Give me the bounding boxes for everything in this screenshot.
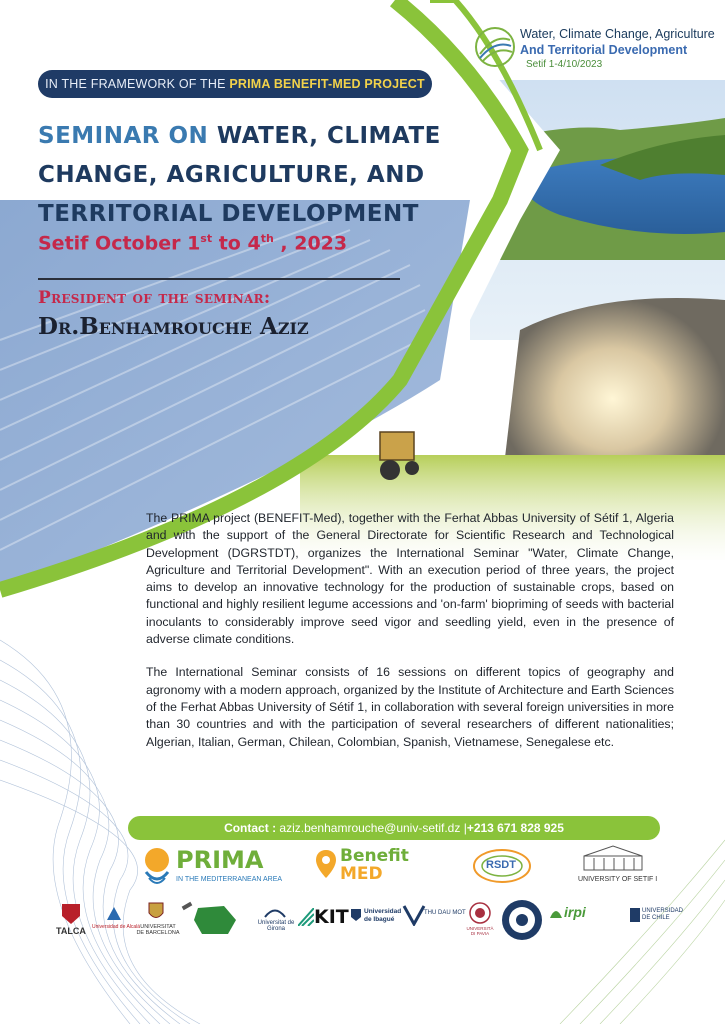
rsdt-text: RSDT xyxy=(486,859,516,871)
setif-university-logo xyxy=(574,844,658,886)
contact-bar xyxy=(128,816,660,840)
thudaumot-emblem xyxy=(402,902,426,926)
talca-logo xyxy=(52,902,92,940)
dates-to: to 4 xyxy=(212,232,261,255)
contact-email[interactable]: aziz.benhamrouche@univ-setif.dz xyxy=(279,821,461,835)
chile-text: UNIVERSIDAD DE CHILE xyxy=(642,908,684,921)
thudaumot-logo xyxy=(402,902,466,936)
seal-logo xyxy=(500,898,544,942)
framework-project: PRIMA BENEFIT-MED PROJECT xyxy=(229,77,425,91)
event-dates xyxy=(38,232,458,254)
divider xyxy=(38,278,400,280)
barcelona-text: UNIVERSITAT DE BARCELONA xyxy=(136,924,180,936)
pavia-seal xyxy=(469,902,491,924)
setif-uni-text: UNIVERSITY OF SETIF I xyxy=(578,876,658,883)
kit-text: KIT xyxy=(314,906,349,928)
girona-emblem xyxy=(264,906,286,918)
event-logo xyxy=(474,22,714,74)
barcelona-shield xyxy=(148,902,164,922)
thudaumot-text: THU DAU MOT xyxy=(424,910,466,916)
irpi-text: irpi xyxy=(564,904,586,920)
dates-sup2: th xyxy=(260,232,274,245)
event-logo-line1: Water, Climate Change, Agriculture xyxy=(520,27,715,41)
university-building-icon xyxy=(580,844,646,872)
irpi-logo xyxy=(548,904,618,934)
satellite-map-icon xyxy=(178,900,242,938)
girona-logo xyxy=(254,906,298,936)
benefit-text: Benefit xyxy=(340,846,409,866)
talca-emblem xyxy=(60,902,82,926)
kit-logo xyxy=(298,906,348,934)
algeria-map-logo xyxy=(178,900,242,938)
framework-prefix: IN THE FRAMEWORK OF THE xyxy=(45,77,226,91)
prima-text: PRIMA xyxy=(176,846,264,874)
prima-sub: IN THE MEDITERRANEAN AREA xyxy=(176,876,283,883)
location-pin-icon xyxy=(316,850,336,878)
contact-label: Contact : xyxy=(224,821,277,835)
framework-pill xyxy=(38,70,432,98)
chile-logo xyxy=(630,906,686,930)
talca-text: TALCA xyxy=(56,926,86,936)
title-main: WATER, CLIMATE CHANGE, AGRICULTURE, AND TERRITORIAL DEVELOPMENT xyxy=(38,123,441,227)
alcala-emblem xyxy=(106,906,122,922)
event-logo-icon xyxy=(474,26,516,68)
alcala-text: Universidad de Alcalá xyxy=(92,924,141,930)
page-title xyxy=(38,117,458,234)
med-text: MED xyxy=(340,864,383,884)
kit-emblem xyxy=(298,908,314,926)
dates-year: , 2023 xyxy=(273,232,348,255)
president-name: Dr.Benhamrouche Aziz xyxy=(38,313,309,340)
dates-city: Setif October 1 xyxy=(38,232,201,255)
rsdt-logo xyxy=(472,848,532,884)
benefit-med-logo xyxy=(316,846,416,886)
paragraph-2: The International Seminar consists of 16 sessions on different topics of geography and agronomy with a modern approach, organized by the Institute of Architecture and Earth Sciences of the Ferhat Abbas University of Sétif 1, in collaboration with several foreign universities in more than 30 countries and with the participation of several researchers of different nationalities; Algerian, Italian, German, Chilean, Colombian, Spanish, Vietnamese, Senegalese etc. xyxy=(146,665,674,749)
ibague-emblem xyxy=(350,908,362,922)
contact-phone[interactable]: +213 671 828 925 xyxy=(466,821,564,835)
tractor-image xyxy=(380,432,419,480)
irpi-emblem xyxy=(548,904,564,920)
pavia-text: UNIVERSITÀ DI PAVIA xyxy=(466,926,494,936)
prima-logo xyxy=(140,846,283,888)
barcelona-logo xyxy=(136,902,178,940)
girona-text: Universitat de Girona xyxy=(257,920,295,932)
president-label: President of the seminar: xyxy=(38,288,271,308)
chile-emblem xyxy=(630,908,640,922)
event-logo-line2: And Territorial Development xyxy=(520,43,688,57)
paragraph-1: The PRIMA project (BENEFIT-Med), together with the Ferhat Abbas University of Sétif 1, Algeria and with the support of the General Directorate for Scientific Research and Technological Development (DGRSTDT), organizes the International Seminar "Water, Climate Change, Agriculture and Territorial Development". With an execution period of three years, the project aims to develop an innovative technology for the production of sustainable crops, based on functional and highly resilient legume accessions and 'on-farm' biopriming of seeds with bacterial inoculants to considerably improve seed vigor and seedling yield, even in the presence of adverse climate conditions. xyxy=(146,511,674,647)
pavia-logo xyxy=(466,902,494,938)
prima-drop-icon xyxy=(140,846,174,888)
contact-separator: | xyxy=(463,821,467,835)
ibague-text: Universidad de Ibagué xyxy=(364,908,402,923)
university-seal-icon xyxy=(500,898,544,942)
ibague-logo xyxy=(350,906,402,936)
dates-sup1: st xyxy=(200,232,213,245)
title-prefix: SEMINAR ON xyxy=(38,123,209,149)
alcala-logo xyxy=(92,906,141,936)
event-logo-line3: Setif 1-4/10/2023 xyxy=(526,59,603,70)
body-text xyxy=(146,510,674,767)
